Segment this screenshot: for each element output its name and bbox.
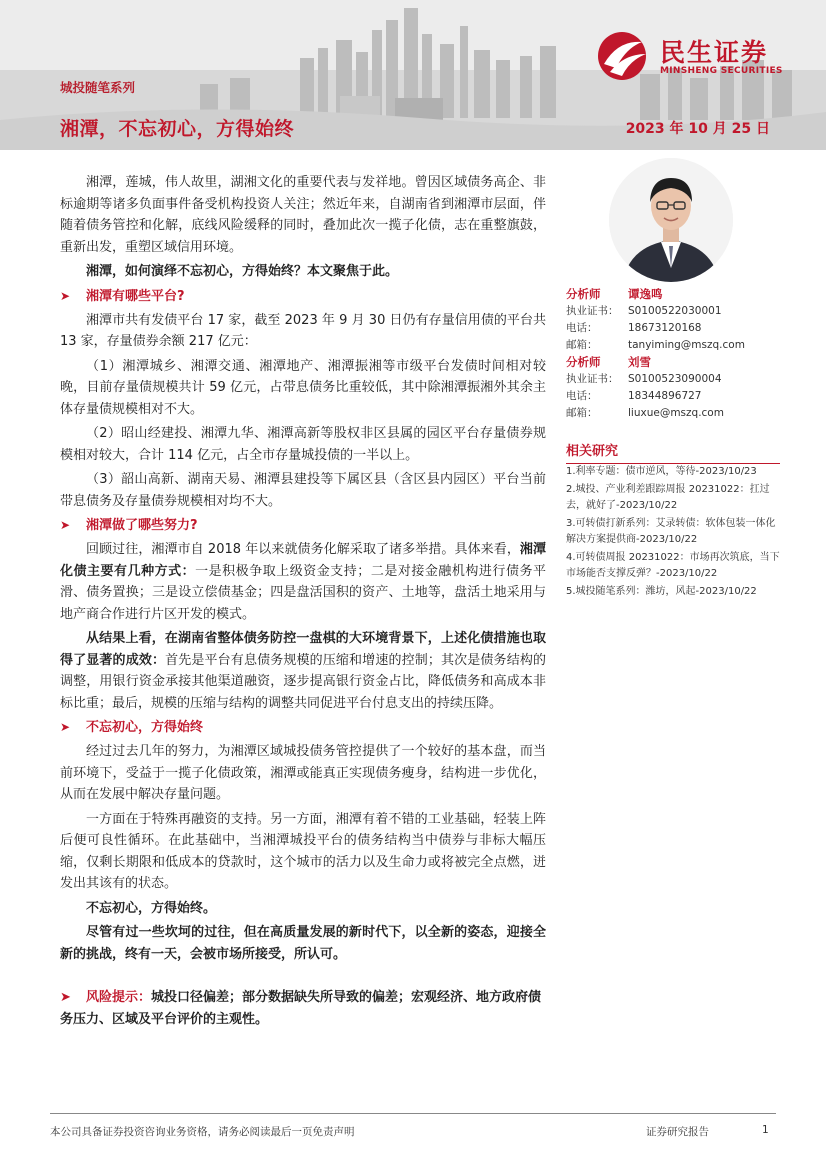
header-banner bbox=[0, 0, 826, 150]
report-date: 2023 年 10 月 25 日 bbox=[625, 121, 770, 137]
platforms-item-2: （2）昭山经建投、湘潭九华、湘潭高新等股权非区县属的园区平台存量债券规模相对较大，合计 114 亿元，占全市存量城投债的一半以上。 bbox=[60, 426, 546, 463]
email-link[interactable]: tanyiming@mszq.com bbox=[628, 339, 745, 351]
phone-number: 18673120168 bbox=[628, 322, 702, 334]
logo-english-text: MINSHENG SECURITIES bbox=[660, 66, 783, 76]
conclusion-motto: 不忘初心，方得始终。 bbox=[86, 900, 217, 916]
cert-number: S0100522030001 bbox=[628, 305, 722, 317]
report-title: 湘潭，不忘初心，方得始终 bbox=[60, 118, 295, 140]
platforms-item-3: （3）韶山高新、湖南天易、湘潭县建投等下属区县（含区县内园区）平台当前带息债务及存量债券规模相对均不大。 bbox=[60, 472, 546, 509]
risk-warning bbox=[60, 987, 546, 1030]
logo-chinese-text: 民生证券 bbox=[660, 38, 769, 67]
platforms-item-1: （1）湘潭城乡、湘潭交通、湘潭地产、湘潭振湘等市级平台发债时间相对较晚，目前存量债规模共计 59 亿元，占带息债务比重较低，其中除湘潭振湘外其余主体存量债规模相对不大。 bbox=[60, 358, 546, 417]
related-research-item[interactable]: 1.利率专题：债市逆风，等待-2023/10/23 bbox=[566, 466, 757, 477]
related-research-item[interactable]: 4.可转债周报 20231022：市场再次筑底，当下市场能否支撑反弹？-2023/10/22 bbox=[566, 551, 780, 579]
section-heading-platforms bbox=[60, 286, 546, 307]
analyst-role: 分析师 bbox=[566, 287, 601, 301]
conclusion-paragraph-3: 尽管有过一些坎坷的过往，但在高质量发展的新时代下，以全新的姿态，迎接全新的挑战，终有一天，会被市场所接受，所认可。 bbox=[60, 925, 546, 962]
analyst-1-phone-row bbox=[566, 320, 780, 337]
email-label: 邮箱： bbox=[566, 407, 598, 419]
analyst-2-email-row bbox=[566, 405, 780, 422]
main-content bbox=[60, 172, 546, 1030]
analyst-portrait-image bbox=[609, 158, 733, 282]
analyst-name: 刘雪 bbox=[628, 355, 651, 369]
arrow-bullet-icon: ➤ bbox=[60, 518, 71, 532]
minsheng-logo-icon bbox=[596, 30, 654, 82]
analyst-photo bbox=[609, 158, 733, 282]
page-number: 1 bbox=[762, 1124, 769, 1136]
related-research-item[interactable]: 3.可转债打新系列：艾录转债：软体包装一体化解决方案提供商-2023/10/22 bbox=[566, 517, 776, 545]
minsheng-logo bbox=[596, 30, 806, 82]
footer-disclaimer: 本公司具备证券投资咨询业务资格，请务必阅读最后一页免责声明 bbox=[50, 1126, 355, 1138]
analyst-1-cert-row bbox=[566, 303, 780, 320]
phone-label: 电话： bbox=[566, 390, 598, 402]
arrow-bullet-icon: ➤ bbox=[60, 990, 71, 1005]
section-heading-text: 湘潭做了哪些努力? bbox=[86, 518, 198, 533]
analyst-role: 分析师 bbox=[566, 355, 601, 369]
efforts-bold-text: 湘潭化债主要有几种方式： bbox=[60, 542, 546, 579]
efforts-text: 回顾过往，湘潭市自 2018 年以来就债务化解采取了诸多举措。具体来看， bbox=[86, 542, 520, 557]
related-research-title: 相关研究 bbox=[566, 440, 780, 464]
efforts-text: 首先是平台有息债务规模的压缩和增速的控制；其次是债务结构的调整，用银行资金承接其他渠道融资，逐步提高银行资金占比，降低债务和高成本非标比重；最后，规模的压缩与结构的调整共同促进平台付息支出的持续压降。 bbox=[60, 652, 546, 711]
related-research-item[interactable]: 5.城投随笔系列：潍坊，风起-2023/10/22 bbox=[566, 585, 757, 597]
analyst-1-name-row bbox=[566, 286, 780, 303]
footer-divider bbox=[50, 1113, 776, 1114]
analyst-info bbox=[566, 286, 780, 422]
risk-label: 风险提示： bbox=[86, 990, 152, 1005]
efforts-text: 一是积极争取上级资金支持；二是对接金融机构进行债务平滑、债务置换；三是设立偿债基金；四是盘活国积的资产、土地等，盘活土地采用与地产商合作进行片区开发的模式。 bbox=[60, 563, 546, 622]
section-heading-efforts bbox=[60, 515, 546, 536]
efforts-paragraph-1 bbox=[60, 539, 546, 625]
cert-label: 执业证书： bbox=[566, 305, 619, 317]
analyst-1-email-row bbox=[566, 337, 780, 354]
conclusion-paragraph-2: 一方面在于特殊再融资的支持。另一方面，湘潭有着不错的工业基础，轻装上阵后便可良性循环。在此基础中，当湘潭城投平台的债务结构当中债券与非标大幅压缩，仅剩长期限和低成本的贷款时，这个城市的活力以及生命力或将被完全点燃，迸发出其该有的状态。 bbox=[60, 811, 546, 891]
efforts-bold-text: 从结果上看，在湖南省整体债务防控一盘棋的大环境背景下，上述化债措施也取得了显著的成效： bbox=[60, 631, 546, 668]
related-research-item[interactable]: 2.城投、产业利差跟踪周报 20231022：扛过去，就好了-2023/10/22 bbox=[566, 483, 770, 511]
platforms-paragraph: 湘潭市共有发债平台 17 家，截至 2023 年 9 月 30 日仍有存量信用债的平台共 13 家，存量债券余额 217 亿元： bbox=[60, 312, 546, 349]
analyst-2-name-row bbox=[566, 354, 780, 371]
series-label: 城投随笔系列 bbox=[60, 80, 136, 95]
conclusion-paragraph-1: 经过过去几年的努力，为湘潭区域城投债务管控提供了一个较好的基本盘，而当前环境下，受益于一揽子化债政策，湘潭或能真正实现债务瘦身，结构进一步优化，从而在发展中解决存量问题。 bbox=[60, 744, 546, 802]
footer-report-type: 证券研究报告 bbox=[646, 1126, 709, 1138]
section-heading-text: 不忘初心，方得始终 bbox=[86, 720, 204, 735]
section-heading-conclusion bbox=[60, 717, 546, 738]
intro-question: 湘潭，如何演绎不忘初心，方得始终？本文聚焦于此。 bbox=[86, 264, 399, 279]
section-heading-text: 湘潭有哪些平台? bbox=[86, 288, 185, 304]
cert-number: S0100523090004 bbox=[628, 373, 722, 385]
intro-paragraph: 湘潭，莲城，伟人故里，湖湘文化的重要代表与发祥地。曾因区域债务高企、非标逾期等诸多负面事件备受机构投资人关注；然近年来，自湖南省到湘潭市层面，伴随着债务管控和化解，底线风险缓释的同时，叠加此次一揽子化债，志在重整旗鼓，重新出发，重塑区域信用环境。 bbox=[60, 175, 546, 255]
analyst-2-phone-row bbox=[566, 388, 780, 405]
related-research-list bbox=[566, 464, 780, 601]
risk-text: 城投口径偏差；部分数据缺失所导致的偏差；宏观经济、地方政府债务压力、区域及平台评价的主观性。 bbox=[60, 990, 542, 1027]
arrow-bullet-icon: ➤ bbox=[60, 288, 71, 303]
analyst-2-cert-row bbox=[566, 371, 780, 388]
phone-number: 18344896727 bbox=[628, 390, 702, 402]
email-link[interactable]: liuxue@mszq.com bbox=[628, 407, 724, 419]
arrow-bullet-icon: ➤ bbox=[60, 720, 71, 734]
cert-label: 执业证书： bbox=[566, 373, 619, 385]
efforts-paragraph-2 bbox=[60, 628, 546, 714]
phone-label: 电话： bbox=[566, 322, 598, 334]
email-label: 邮箱： bbox=[566, 339, 598, 351]
analyst-name: 谭逸鸣 bbox=[628, 287, 663, 301]
